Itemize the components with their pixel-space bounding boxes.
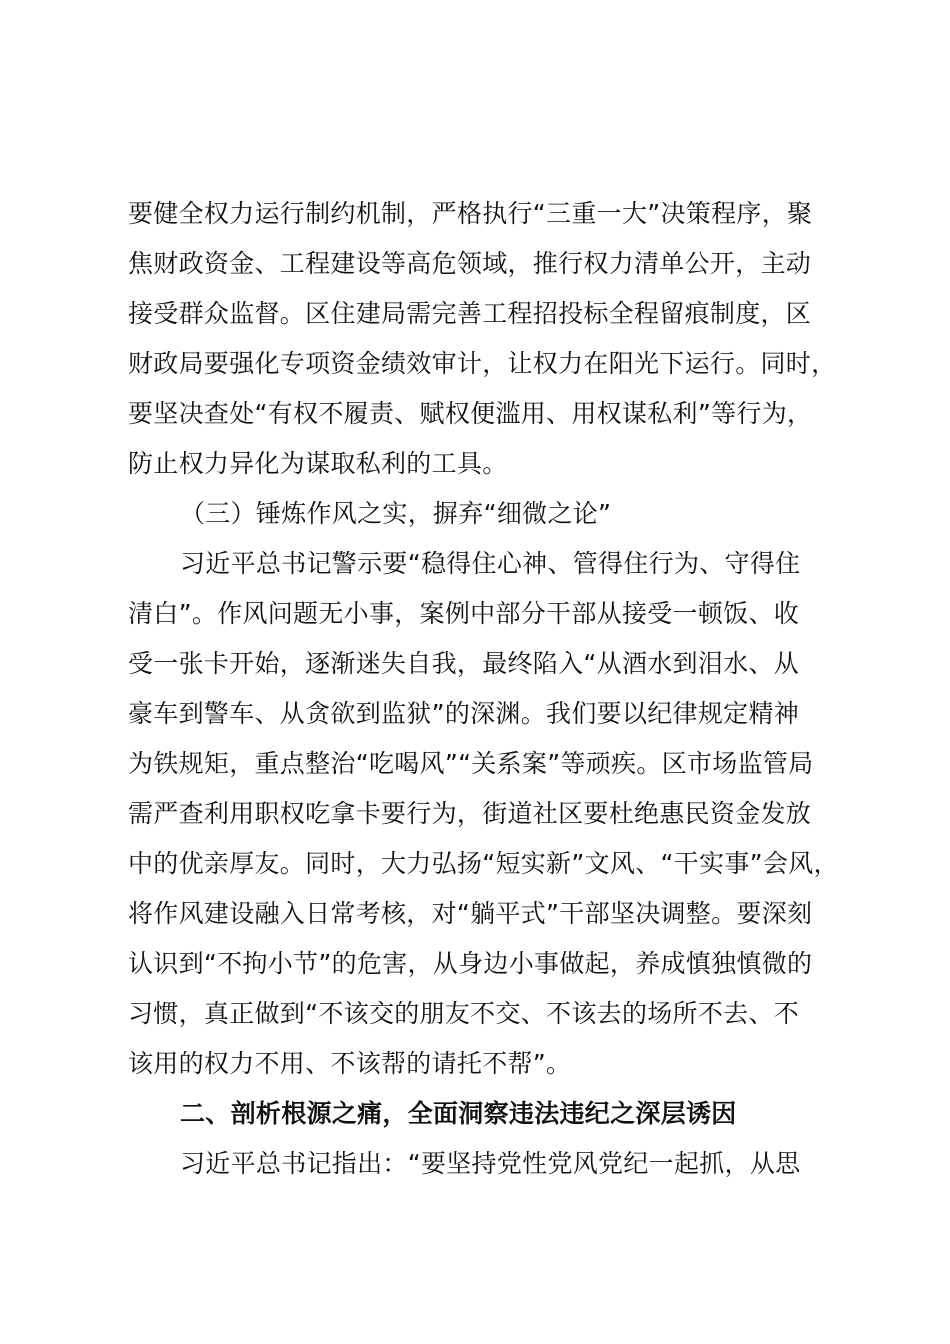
- paragraph-line: 接受群众监督。区住建局需完善工程招投标全程留痕制度，区: [128, 299, 812, 328]
- paragraph-line: 财政局要强化专项资金绩效审计，让权力在阳光下运行。同时，: [128, 349, 837, 378]
- section-heading: 二、剖析根源之痛，全面洞察违法违纪之深层诱因: [180, 1099, 737, 1128]
- paragraph-line: 防止权力异化为谋取私利的工具。: [128, 449, 508, 478]
- paragraph-line: 习近平总书记警示要“稳得住心神、管得住行为、守得住: [180, 549, 801, 578]
- paragraph-line: 焦财政资金、工程建设等高危领域，推行权力清单公开，主动: [128, 249, 812, 278]
- paragraph-line: 该用的权力不用、不该帮的请托不帮”。: [128, 1049, 572, 1078]
- paragraph-line: 要健全权力运行制约机制，严格执行“三重一大”决策程序，聚: [128, 199, 813, 228]
- paragraph-line: 豪车到警车、从贪欲到监狱”的深渊。我们要以纪律规定精神: [128, 699, 800, 728]
- paragraph-line: 认识到“不拘小节”的危害，从身边小事做起，养成慎独慎微的: [128, 949, 813, 978]
- paragraph-line: 习近平总书记指出：“要坚持党性党风党纪一起抓，从思: [180, 1149, 801, 1178]
- paragraph-line: 受一张卡开始，逐渐迷失自我，最终陷入“从酒水到泪水、从: [128, 649, 800, 678]
- paragraph-line: 需严查利用职权吃拿卡要行为，街道社区要杜绝惠民资金发放: [128, 799, 812, 828]
- paragraph-line: 为铁规矩，重点整治“吃喝风”“关系案”等顽疾。区市场监管局: [128, 749, 814, 778]
- paragraph-line: 习惯，真正做到“不该交的朋友不交、不该去的场所不去、不: [128, 999, 800, 1028]
- paragraph-line: 要坚决查处“有权不履责、赋权便滥用、用权谋私利”等行为，: [128, 399, 813, 428]
- paragraph-line: 清白”。作风问题无小事，案例中部分干部从接受一顿饭、收: [128, 599, 800, 628]
- paragraph-line: 中的优亲厚友。同时，大力弘扬“短实新”文风、“干实事”会风，: [128, 849, 839, 878]
- section-subheading: （三）锤炼作风之实，摒弃“细微之论”: [180, 499, 612, 528]
- paragraph-line: 将作风建设融入日常考核，对“躺平式”干部坚决调整。要深刻: [128, 899, 813, 928]
